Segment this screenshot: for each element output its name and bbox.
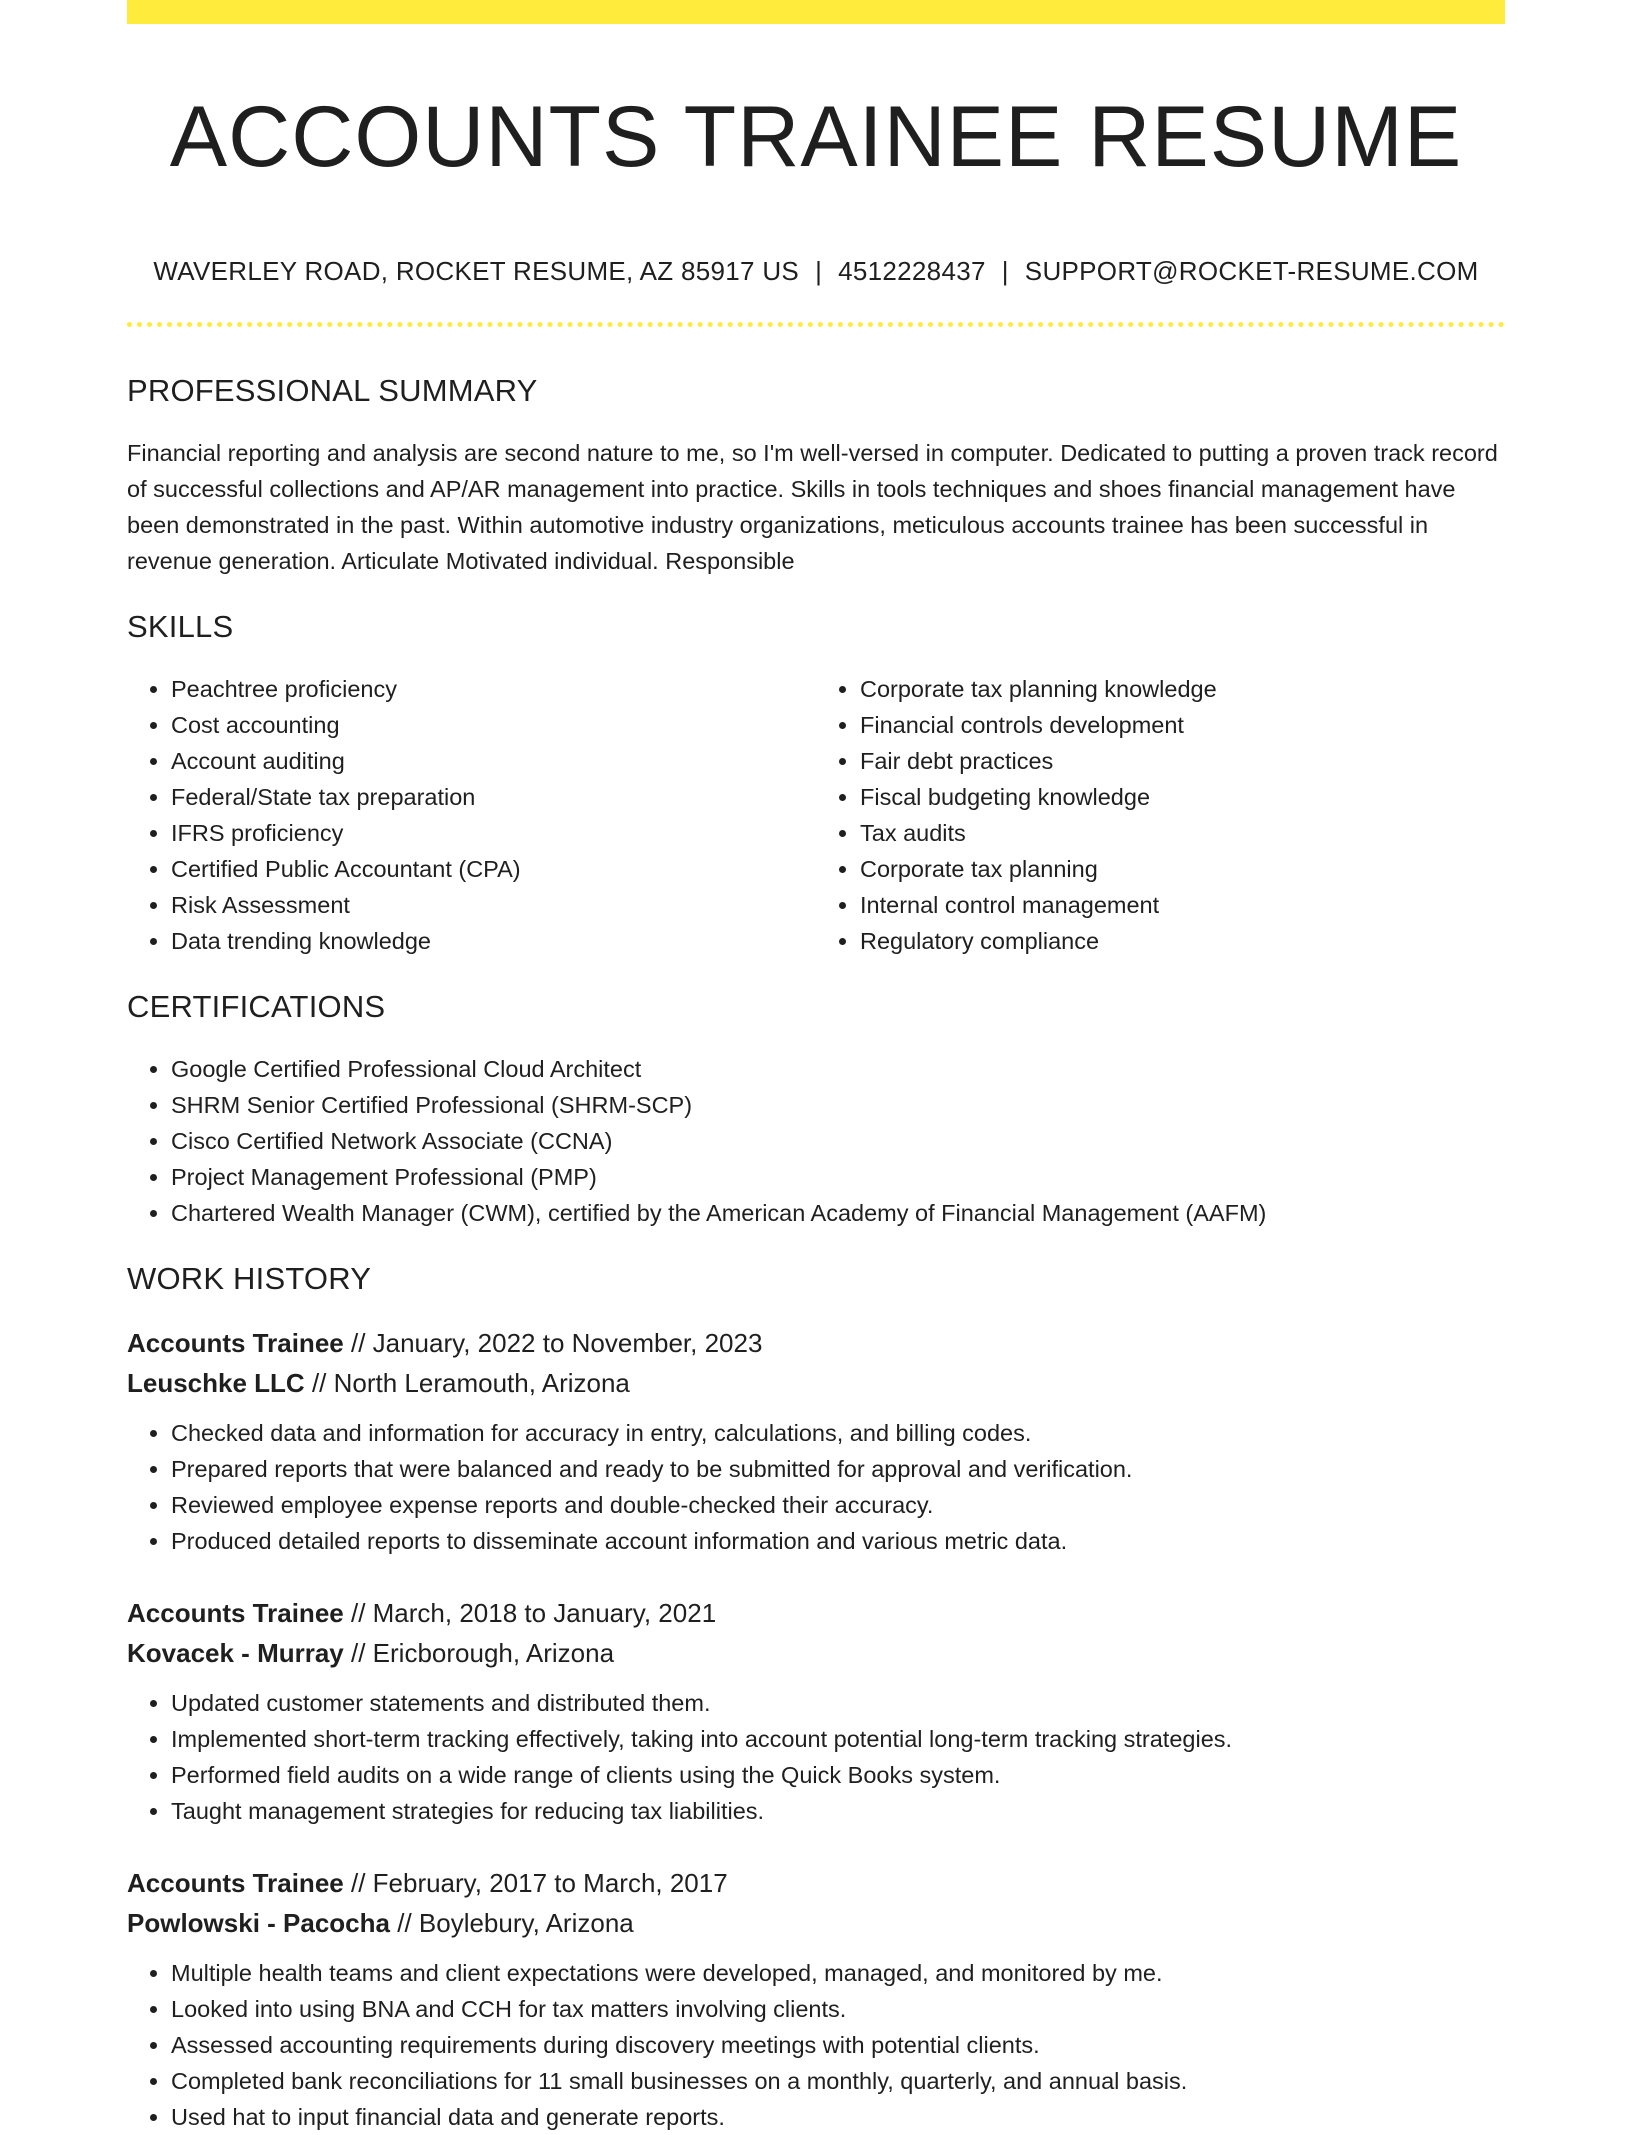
job-company: Leuschke LLC xyxy=(127,1368,305,1398)
skill-item: • Cost accounting xyxy=(171,707,816,743)
job-title-line xyxy=(127,1323,1505,1363)
job-company-line xyxy=(127,1903,1505,1943)
contact-line xyxy=(127,256,1505,286)
skill-item: • IFRS proficiency xyxy=(171,815,816,851)
job-bullet: • Reviewed employee expense reports and double-checked their accuracy. xyxy=(171,1487,1505,1523)
skill-item: • Financial controls development xyxy=(860,707,1505,743)
skills-list-right xyxy=(816,671,1505,959)
skill-item: • Regulatory compliance xyxy=(860,923,1505,959)
summary-heading: PROFESSIONAL SUMMARY xyxy=(127,373,538,408)
contact-separator: | xyxy=(1001,256,1009,286)
job-dates: // March, 2018 to January, 2021 xyxy=(350,1598,717,1628)
job-bullet: • Implemented short-term tracking effectively, taking into account potential long-term tracking strategies. xyxy=(171,1721,1505,1757)
job-bullet: • Checked data and information for accuracy in entry, calculations, and billing codes. xyxy=(171,1415,1505,1451)
certification-item: • Chartered Wealth Manager (CWM), certified by the American Academy of Financial Management (AAFM) xyxy=(171,1195,1505,1231)
summary-text: Financial reporting and analysis are second nature to me, so I'm well-versed in computer. Dedicated to putting a proven track record of successful collections and AP/AR management into practice. Skills in tools techniques and shoes financial management have been demonstrated in the past. Within automotive industry organizations, meticulous accounts trainee has been successful in revenue generation. Articulate Motivated individual. Responsible xyxy=(127,440,1498,574)
resume-title: ACCOUNTS TRAINEE RESUME xyxy=(169,89,1463,185)
certifications-heading: CERTIFICATIONS xyxy=(127,989,386,1024)
skill-item: • Corporate tax planning xyxy=(860,851,1505,887)
job-entry xyxy=(127,1323,1505,1559)
certification-item: • Project Management Professional (PMP) xyxy=(171,1159,1505,1195)
job-company-line xyxy=(127,1633,1505,1673)
skills-heading: SKILLS xyxy=(127,609,234,644)
job-title-line xyxy=(127,1863,1505,1903)
skill-item: • Data trending knowledge xyxy=(171,923,816,959)
skill-item: • Peachtree proficiency xyxy=(171,671,816,707)
job-bullet: • Produced detailed reports to disseminate account information and various metric data. xyxy=(171,1523,1505,1559)
job-bullet: • Used hat to input financial data and generate reports. xyxy=(171,2099,1505,2135)
job-bullets xyxy=(127,1955,1505,2135)
skill-item: • Federal/State tax preparation xyxy=(171,779,816,815)
job-bullet: • Taught management strategies for reducing tax liabilities. xyxy=(171,1793,1505,1829)
certification-item: • SHRM Senior Certified Professional (SHRM-SCP) xyxy=(171,1087,1505,1123)
job-bullets xyxy=(127,1415,1505,1559)
skill-item: • Internal control management xyxy=(860,887,1505,923)
work-history-heading: WORK HISTORY xyxy=(127,1261,372,1296)
skill-item: • Fair debt practices xyxy=(860,743,1505,779)
resume-page xyxy=(127,0,1505,2135)
job-role: Accounts Trainee xyxy=(127,1598,344,1628)
job-entry xyxy=(127,1593,1505,1829)
job-bullet: • Updated customer statements and distributed them. xyxy=(171,1685,1505,1721)
job-bullet: • Prepared reports that were balanced and ready to be submitted for approval and verification. xyxy=(171,1451,1505,1487)
job-entry xyxy=(127,1863,1505,2135)
job-company-line xyxy=(127,1363,1505,1403)
job-bullet: • Completed bank reconciliations for 11 small businesses on a monthly, quarterly, and annual basis. xyxy=(171,2063,1505,2099)
contact-separator: | xyxy=(815,256,823,286)
skill-item: • Risk Assessment xyxy=(171,887,816,923)
contact-phone: 4512228437 xyxy=(838,256,986,286)
job-bullet: • Assessed accounting requirements during discovery meetings with potential clients. xyxy=(171,2027,1505,2063)
job-bullet: • Multiple health teams and client expectations were developed, managed, and monitored by me. xyxy=(171,1955,1505,1991)
accent-top-bar xyxy=(127,0,1505,24)
skill-item: • Corporate tax planning knowledge xyxy=(860,671,1505,707)
certification-item: • Google Certified Professional Cloud Architect xyxy=(171,1051,1505,1087)
job-company: Kovacek - Murray xyxy=(127,1638,344,1668)
skill-item: • Fiscal budgeting knowledge xyxy=(860,779,1505,815)
job-role: Accounts Trainee xyxy=(127,1328,344,1358)
contact-email: SUPPORT@ROCKET-RESUME.COM xyxy=(1024,256,1479,286)
skills-columns xyxy=(127,671,1505,959)
skill-item: • Account auditing xyxy=(171,743,816,779)
job-location: // North Leramouth, Arizona xyxy=(311,1368,630,1398)
job-bullet: • Performed field audits on a wide range of clients using the Quick Books system. xyxy=(171,1757,1505,1793)
job-dates: // January, 2022 to November, 2023 xyxy=(350,1328,763,1358)
job-title-line xyxy=(127,1593,1505,1633)
dotted-divider xyxy=(127,322,1505,327)
job-bullet: • Looked into using BNA and CCH for tax matters involving clients. xyxy=(171,1991,1505,2027)
job-location: // Ericborough, Arizona xyxy=(351,1638,615,1668)
certification-item: • Cisco Certified Network Associate (CCNA) xyxy=(171,1123,1505,1159)
job-role: Accounts Trainee xyxy=(127,1868,344,1898)
job-bullets xyxy=(127,1685,1505,1829)
contact-address: WAVERLEY ROAD, ROCKET RESUME, AZ 85917 US xyxy=(153,256,800,286)
job-company: Powlowski - Pacocha xyxy=(127,1908,390,1938)
job-dates: // February, 2017 to March, 2017 xyxy=(350,1868,728,1898)
skill-item: • Tax audits xyxy=(860,815,1505,851)
skills-list-left xyxy=(127,671,816,959)
skill-item: • Certified Public Accountant (CPA) xyxy=(171,851,816,887)
job-location: // Boylebury, Arizona xyxy=(397,1908,634,1938)
certifications-list xyxy=(127,1051,1505,1231)
